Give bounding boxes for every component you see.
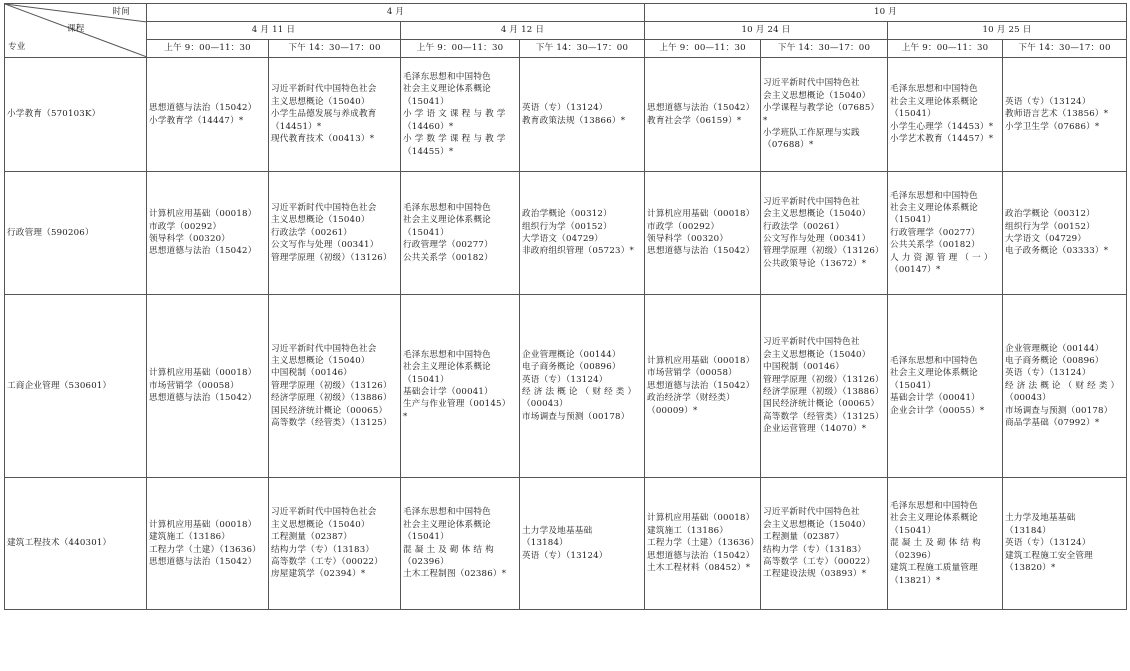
- course-line: 习近平新时代中国特色社会: [271, 84, 377, 95]
- course-line: 社会主义理论体系概论: [403, 215, 491, 226]
- course-cell: [645, 58, 761, 172]
- course-line: 思想道德与法治（15042）: [149, 556, 257, 567]
- course-line: 社会主义理论体系概论: [890, 368, 978, 379]
- course-line: 小 学 数 学 课 程 与 教 学: [403, 134, 506, 145]
- course-cell: [520, 295, 645, 478]
- course-line: 建筑工程施工质量管理: [890, 563, 978, 574]
- course-cell: [269, 478, 401, 610]
- course-line: 建筑工程施工安全管理: [1005, 550, 1093, 561]
- corner-label-time: 时间: [112, 7, 130, 17]
- course-line: 思想道德与法治（15042）: [647, 103, 755, 114]
- session-header: 下午 14：30—17：00: [761, 40, 888, 58]
- course-cell: [401, 58, 520, 172]
- course-line: （00043）: [522, 399, 568, 410]
- course-line: （02396）: [890, 550, 936, 561]
- course-line: 政治经济学（财经类）: [647, 393, 735, 404]
- course-line: 管理学原理（初级）（13126）: [271, 380, 392, 391]
- course-line: 会主义思想概论（15040）: [763, 209, 871, 220]
- course-line: （15041）: [890, 109, 936, 120]
- date-header: 4 月 12 日: [401, 22, 645, 40]
- course-line: 工程力学（土建）（13636）: [149, 544, 261, 555]
- course-line: 毛泽东思想和中国特色: [890, 355, 978, 366]
- date-header-row: [5, 22, 1127, 40]
- course-cell: [520, 172, 645, 295]
- date-header: 10 月 25 日: [888, 22, 1127, 40]
- course-line: 主义思想概论（15040）: [271, 215, 370, 226]
- course-cell: [761, 295, 888, 478]
- course-line: 计算机应用基础（00018）: [149, 519, 257, 530]
- course-line: （07688）*: [763, 140, 814, 151]
- course-cell: [401, 172, 520, 295]
- course-line: 大学语文（04729）: [1005, 234, 1087, 244]
- course-cell: [645, 478, 761, 610]
- course-line: 公共关系学（00182）: [403, 252, 493, 263]
- session-header: 下午 14：30—17：00: [520, 40, 645, 58]
- course-line: 思想道德与法治（15042）: [149, 246, 257, 257]
- course-line: 经 济 法 概 论 （ 财 经 类 ）: [522, 387, 637, 397]
- course-line: 市场调查与预测（00178）: [1005, 405, 1113, 416]
- course-line: 毛泽东思想和中国特色: [890, 84, 978, 95]
- course-line: 毛泽东思想和中国特色: [890, 501, 978, 512]
- course-cell: [269, 295, 401, 478]
- course-cell: [1003, 478, 1127, 610]
- course-line: （15041）: [403, 532, 449, 543]
- course-line: 思想道德与法治（15042）: [647, 246, 755, 257]
- course-cell: [269, 172, 401, 295]
- course-line: 基础会计学（00041）: [403, 387, 493, 397]
- course-line: 结构力学（专）（13183）: [271, 544, 375, 555]
- course-cell: [520, 58, 645, 172]
- month-header-october: 10 月: [645, 4, 1127, 22]
- course-cell: [147, 172, 269, 295]
- course-line: 行政管理学（00277）: [403, 240, 493, 251]
- course-cell: [147, 295, 269, 478]
- course-line: 行政管理学（00277）: [890, 227, 980, 238]
- course-line: 公文写作与处理（00341）: [271, 240, 379, 251]
- course-line: 市政学（00292）: [647, 221, 720, 232]
- course-cell: [1003, 58, 1127, 172]
- course-line: 小学生心理学（14453）*: [890, 121, 994, 132]
- session-header: 下午 14：30—17：00: [269, 40, 401, 58]
- course-line: 管理学原理（初级）（13126）: [271, 252, 392, 263]
- course-line: 组织行为学（00152）: [1005, 221, 1095, 232]
- course-line: 会主义思想概论（15040）: [763, 519, 871, 530]
- session-header: 下午 14：30—17：00: [1003, 40, 1127, 58]
- course-line: 小学教育学（14447）*: [149, 115, 244, 126]
- course-cell: [761, 172, 888, 295]
- course-line: 主义思想概论（15040）: [271, 96, 370, 107]
- course-line: （14455）*: [403, 146, 454, 157]
- date-header: 10 月 24 日: [645, 22, 888, 40]
- course-cell: [520, 478, 645, 610]
- course-line: 计算机应用基础（00018）: [647, 513, 755, 524]
- course-line: 电子政务概论（03333）*: [1005, 246, 1109, 257]
- course-line: 土木工程制图（02386）*: [403, 569, 507, 580]
- course-line: 社会主义理论体系概论: [403, 362, 491, 373]
- table-row: [5, 172, 1127, 295]
- course-line: 行政法学（00261）: [271, 227, 353, 238]
- course-cell: [645, 295, 761, 478]
- course-line: 教育社会学（06159）*: [647, 115, 742, 126]
- course-cell: [888, 295, 1003, 478]
- course-line: 高等数学（经管类）（13125）: [271, 418, 392, 429]
- course-cell: [761, 478, 888, 610]
- course-line: 习近平新时代中国特色社: [763, 196, 860, 207]
- course-line: 计算机应用基础（00018）: [647, 209, 755, 220]
- course-cell: [888, 172, 1003, 295]
- major-name: 小学教育（570103K）: [5, 58, 147, 172]
- course-line: （15041）: [890, 215, 936, 226]
- course-line: （14460）*: [403, 121, 454, 132]
- course-line: 社会主义理论体系概论: [890, 202, 978, 213]
- course-cell: [761, 58, 888, 172]
- course-line: 商品学基础（07992）*: [1005, 418, 1100, 429]
- course-line: 小学艺术教育（14457）*: [890, 134, 994, 145]
- course-line: 小学班队工作原理与实践: [763, 127, 860, 138]
- session-header: 上午 9：00—11：30: [888, 40, 1003, 58]
- course-line: （00009）*: [647, 405, 698, 416]
- header-corner-cell: [5, 4, 147, 58]
- date-header: 4 月 11 日: [147, 22, 401, 40]
- session-header: 上午 9：00—11：30: [147, 40, 269, 58]
- course-line: 电子商务概论（00896）: [1005, 355, 1104, 366]
- schedule-body: [5, 58, 1127, 610]
- course-cell: [401, 295, 520, 478]
- course-line: 英语（专）（13124）: [1005, 538, 1091, 549]
- month-header-row: [5, 4, 1127, 22]
- course-line: 思想道德与法治（15042）: [647, 550, 755, 561]
- course-line: 公文写作与处理（00341）: [763, 234, 871, 244]
- course-line: 混 凝 土 及 砌 体 结 构: [403, 544, 494, 555]
- course-line: 工程测量（02387）: [763, 532, 845, 543]
- course-line: 主义思想概论（15040）: [271, 519, 370, 530]
- course-line: 会主义思想概论（15040）: [763, 349, 871, 360]
- month-header-april: 4 月: [147, 4, 645, 22]
- course-line: 计算机应用基础（00018）: [647, 355, 755, 366]
- course-line: 电子商务概论（00896）: [522, 362, 621, 373]
- course-line: *: [763, 115, 768, 126]
- corner-label-major: 专业: [8, 42, 26, 52]
- course-line: 英语（专）（13124）: [1005, 96, 1091, 107]
- course-line: 毛泽东思想和中国特色: [403, 72, 491, 83]
- course-line: 毛泽东思想和中国特色: [403, 507, 491, 518]
- course-line: 习近平新时代中国特色社: [763, 507, 860, 518]
- course-line: 企业会计学（00055）*: [890, 405, 985, 416]
- course-line: 习近平新时代中国特色社会: [271, 507, 377, 518]
- course-line: 大学语文（04729）: [522, 234, 604, 244]
- course-line: 小学生品德发展与养成教育: [271, 109, 377, 120]
- course-line: 混 凝 土 及 砌 体 结 构: [890, 538, 981, 549]
- table-row: [5, 478, 1127, 610]
- course-line: 房屋建筑学（02394）*: [271, 569, 366, 580]
- schedule-table: [4, 3, 1127, 610]
- course-line: *: [403, 411, 408, 422]
- course-line: 经济学原理（初级）（13886）: [763, 387, 884, 397]
- course-line: 毛泽东思想和中国特色: [890, 190, 978, 201]
- course-line: 社会主义理论体系概论: [890, 96, 978, 107]
- course-line: 建筑施工（13186）: [149, 532, 231, 543]
- corner-label-course: 课程: [67, 24, 85, 34]
- course-line: 领导科学（00320）: [149, 234, 231, 244]
- course-cell: [888, 58, 1003, 172]
- course-line: 公共关系学（00182）: [890, 240, 980, 251]
- course-line: 领导科学（00320）: [647, 234, 729, 244]
- course-line: 工程建设法规（03893）*: [763, 569, 867, 580]
- course-line: 教育政策法规（13866）*: [522, 115, 626, 126]
- course-line: 英语（专）（13124）: [522, 374, 608, 385]
- course-line: （15041）: [403, 96, 449, 107]
- course-line: 国民经济统计概论（00065）: [271, 405, 388, 416]
- course-line: 社会主义理论体系概论: [403, 84, 491, 95]
- course-line: （15041）: [403, 227, 449, 238]
- course-line: 土力学及地基基础: [522, 525, 593, 536]
- course-line: 现代教育技术（00413）*: [271, 134, 375, 145]
- course-line: 企业运营管理（14070）*: [763, 424, 867, 435]
- course-line: （15041）: [403, 374, 449, 385]
- course-cell: [147, 478, 269, 610]
- course-cell: [401, 478, 520, 610]
- course-cell: [147, 58, 269, 172]
- course-line: 非政府组织管理（05723）*: [522, 246, 634, 257]
- course-line: （13184）: [1005, 525, 1051, 536]
- course-line: （13184）: [522, 538, 568, 549]
- course-line: 经 济 法 概 论 （ 财 经 类 ）: [1005, 380, 1120, 391]
- course-line: 英语（专）（13124）: [522, 103, 608, 114]
- course-line: （15041）: [890, 525, 936, 536]
- course-line: 思想道德与法治（15042）: [647, 380, 755, 391]
- course-line: （00043）: [1005, 393, 1051, 404]
- course-line: 土力学及地基基础: [1005, 513, 1076, 524]
- course-line: 英语（专）（13124）: [1005, 368, 1091, 379]
- course-line: （15041）: [890, 380, 936, 391]
- course-line: 管理学原理（初级）（13126）: [763, 374, 884, 385]
- course-line: 思想道德与法治（15042）: [149, 103, 257, 114]
- course-line: 行政法学（00261）: [763, 221, 845, 232]
- course-line: 社会主义理论体系概论: [890, 513, 978, 524]
- course-line: 习近平新时代中国特色社: [763, 78, 860, 89]
- course-line: 小学卫生学（07686）*: [1005, 121, 1100, 132]
- course-line: 工程力学（土建）（13636）: [647, 538, 760, 549]
- course-line: 土木工程材料（08452）*: [647, 563, 751, 574]
- course-cell: [269, 58, 401, 172]
- course-line: 经济学原理（初级）（13886）: [271, 393, 392, 404]
- course-line: 高等数学（工专）（00022）: [271, 556, 383, 567]
- course-line: 建筑施工（13186）: [647, 525, 729, 536]
- course-line: 计算机应用基础（00018）: [149, 368, 257, 379]
- course-line: 政治学概论（00312）: [1005, 209, 1095, 220]
- course-line: 社会主义理论体系概论: [403, 519, 491, 530]
- course-line: 高等数学（工专）（00022）: [763, 556, 876, 567]
- course-line: 会主义思想概论（15040）: [763, 90, 871, 101]
- course-cell: [1003, 295, 1127, 478]
- course-line: 英语（专）（13124）: [522, 550, 608, 561]
- course-line: 企业管理概论（00144）: [1005, 343, 1104, 354]
- course-line: 生产与作业管理（00145）: [403, 399, 511, 410]
- major-name: 行政管理（590206）: [5, 172, 147, 295]
- course-line: 组织行为学（00152）: [522, 221, 612, 232]
- session-header-row: [5, 40, 1127, 58]
- course-cell: [645, 172, 761, 295]
- course-cell: [888, 478, 1003, 610]
- major-name: 建筑工程技术（440301）: [5, 478, 147, 610]
- course-line: 基础会计学（00041）: [890, 393, 980, 404]
- course-line: 中国税制（00146）: [763, 362, 845, 373]
- course-line: 市场营销学（00058）: [647, 368, 737, 379]
- session-header: 上午 9：00—11：30: [401, 40, 520, 58]
- course-line: 企业管理概论（00144）: [522, 349, 621, 360]
- course-line: 国民经济统计概论（00065）: [763, 399, 880, 410]
- course-line: 习近平新时代中国特色社会: [271, 343, 377, 354]
- course-line: 市场营销学（00058）: [149, 380, 239, 391]
- table-row: [5, 295, 1127, 478]
- course-line: （13820）*: [1005, 563, 1056, 574]
- table-row: [5, 58, 1127, 172]
- course-line: 毛泽东思想和中国特色: [403, 349, 491, 360]
- course-line: 小学课程与教学论（07685）: [763, 103, 880, 114]
- course-line: 政治学概论（00312）: [522, 209, 612, 220]
- course-line: 市场调查与预测（00178）: [522, 411, 630, 422]
- course-line: 结构力学（专）（13183）: [763, 544, 867, 555]
- course-line: 毛泽东思想和中国特色: [403, 202, 491, 213]
- course-line: 习近平新时代中国特色社会: [271, 202, 377, 213]
- course-line: （02396）: [403, 556, 449, 567]
- session-header: 上午 9：00—11：30: [645, 40, 761, 58]
- course-line: 公共政策导论（13672）*: [763, 258, 867, 269]
- course-line: 思想道德与法治（15042）: [149, 393, 257, 404]
- course-line: 中国税制（00146）: [271, 368, 353, 379]
- course-line: （14451）*: [271, 121, 322, 132]
- course-line: 习近平新时代中国特色社: [763, 337, 860, 348]
- course-cell: [1003, 172, 1127, 295]
- course-line: 高等数学（经管类）（13125）: [763, 411, 884, 422]
- exam-schedule: [4, 3, 1127, 610]
- course-line: 教师语言艺术（13856）*: [1005, 109, 1109, 120]
- course-line: 管理学原理（初级）（13126）: [763, 246, 884, 257]
- course-line: （00147）*: [890, 265, 941, 276]
- course-line: 计算机应用基础（00018）: [149, 209, 257, 220]
- course-line: 市政学（00292）: [149, 221, 222, 232]
- course-line: （13821）*: [890, 575, 941, 586]
- course-line: 小 学 语 文 课 程 与 教 学: [403, 109, 506, 120]
- course-line: 工程测量（02387）: [271, 532, 353, 543]
- major-name: 工商企业管理（530601）: [5, 295, 147, 478]
- course-line: 主义思想概论（15040）: [271, 355, 370, 366]
- course-line: 人 力 资 源 管 理 （ 一 ）: [890, 252, 993, 263]
